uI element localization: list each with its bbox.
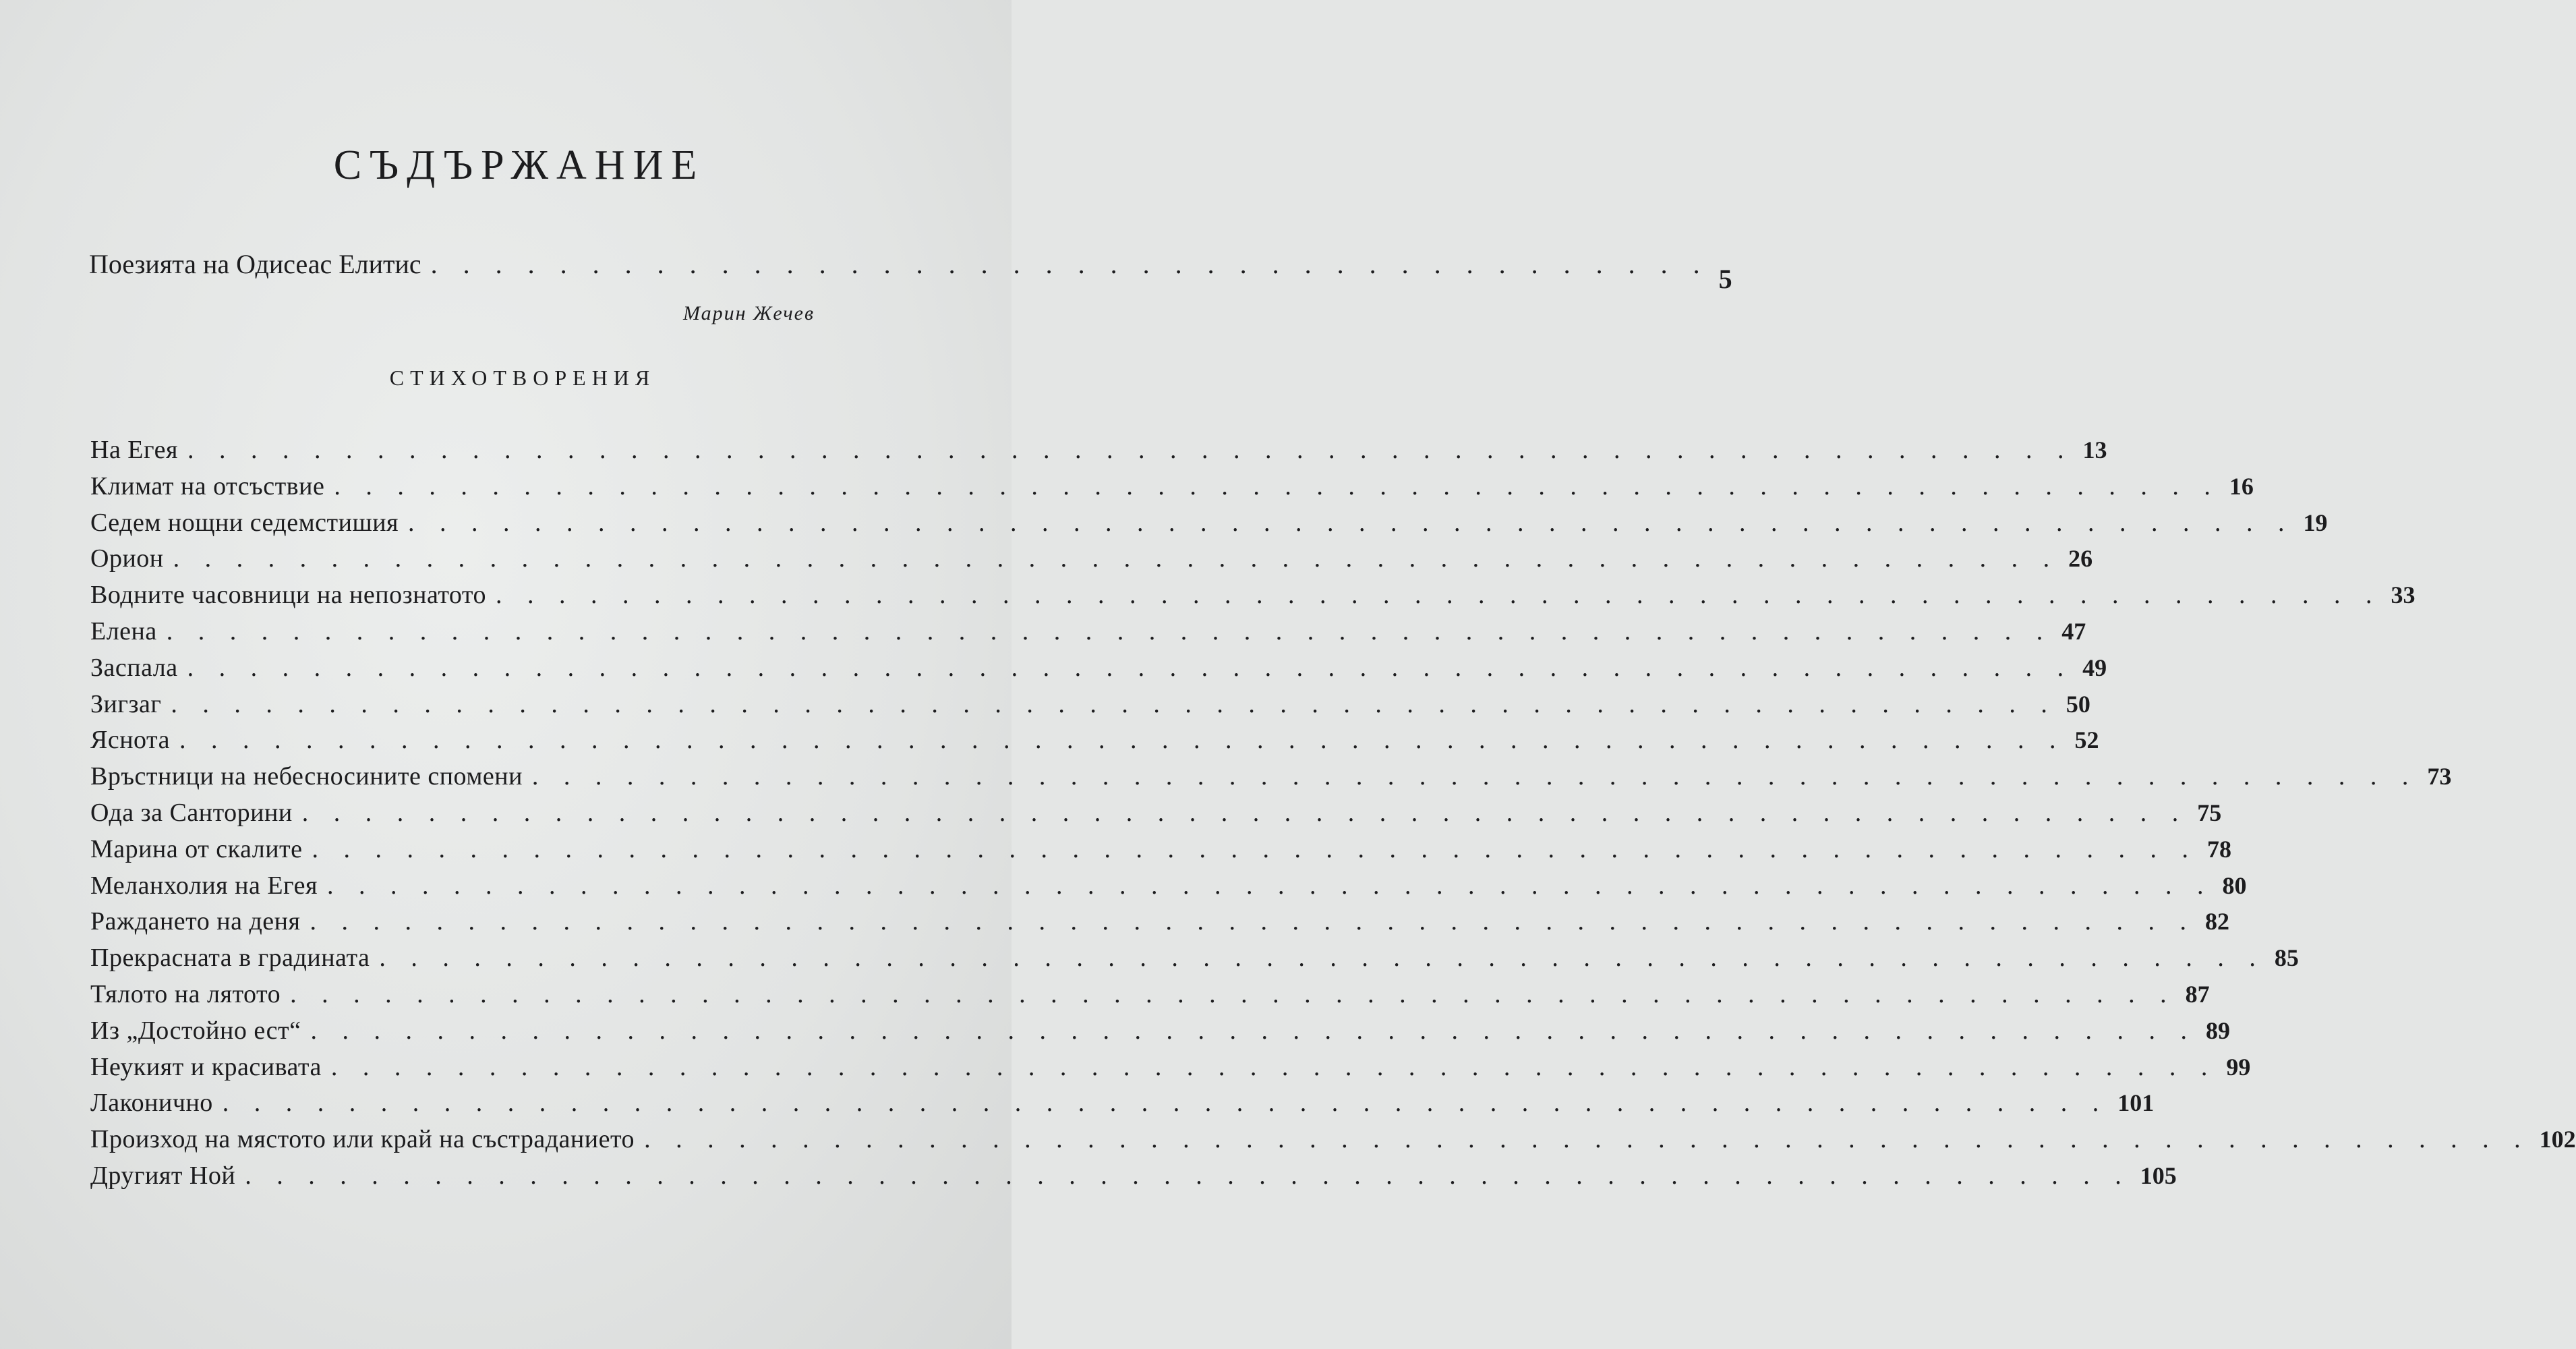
toc-entry xyxy=(90,762,2452,798)
toc-entry-title: Елена xyxy=(90,616,157,645)
introduction-author: Марин Жечев xyxy=(683,302,815,324)
toc-entry-title: Връстници на небесносините спомени xyxy=(90,762,523,791)
toc-entry-page: 5 xyxy=(1718,264,1732,294)
toc-entry-page: 80 xyxy=(2222,871,2247,899)
toc-entry xyxy=(90,1052,2251,1089)
toc-entry xyxy=(90,871,2247,907)
toc-entry xyxy=(90,653,2107,689)
toc-entry-title: Седем нощни седемстишия xyxy=(90,508,399,537)
toc-entry-page: 99 xyxy=(2226,1053,2251,1081)
toc-entry xyxy=(90,725,2099,762)
toc-entry-page: 87 xyxy=(2185,980,2210,1008)
toc-entry-title: Произход на мястото или край на състраданието xyxy=(90,1125,635,1154)
toc-entry-title: Прекрасната в градината xyxy=(90,944,370,973)
toc-entry-page: 75 xyxy=(2197,799,2222,826)
toc-entry xyxy=(90,907,2229,943)
dot-leader: . . . . . . . . . . . . . . . . . . . . . . . . . . . . . . . . . . . . . . . . . . . . . . . . . . . . . . . . . . . . xyxy=(330,1052,2217,1081)
dot-leader: . . . . . . . . . . . . . . . . . . . . . . . . . . . . . . . . . . . . . . . . . . . . . . . . . . . . . . . . . . . . xyxy=(312,834,2198,863)
dot-leader: . . . . . . . . . . . . . . . . . . . . . . . . . . . . . . . . . . . . . . . . . . . . . . . . . . . . . . . . . . . . xyxy=(327,871,2213,900)
toc-entry-introduction xyxy=(89,248,1732,294)
toc-entry-page: 33 xyxy=(2391,581,2416,609)
toc-entry-title: Водните часовници на непознатото xyxy=(90,581,487,610)
toc-entry xyxy=(90,616,2086,653)
section-title: СТИХОТВОРЕНИЯ xyxy=(389,366,656,390)
toc-entry-title: Меланхолия на Егея xyxy=(90,871,318,900)
toc-entry-page: 13 xyxy=(2082,436,2107,463)
toc-entry xyxy=(90,798,2222,834)
dot-leader: . . . . . . . . . . . . . . . . . . . . . . . . . . . . . . . . . . . . . . . . . . . . . . . . . . . . . . . . . . . . xyxy=(179,726,2066,755)
toc-entry-page: 101 xyxy=(2117,1089,2155,1117)
toc-entry xyxy=(90,1016,2230,1052)
toc-entry-page: 47 xyxy=(2061,617,2086,645)
toc-entry-title: Лаконично xyxy=(90,1089,213,1118)
toc-entry xyxy=(90,943,2299,979)
toc-entry-title: Ода за Санторини xyxy=(90,798,293,827)
toc-entry-page: 16 xyxy=(2229,472,2254,500)
toc-entry xyxy=(90,508,2328,544)
toc-entry-title: На Егея xyxy=(90,436,178,464)
toc-entry-page: 52 xyxy=(2074,726,2099,754)
toc-entry-page: 49 xyxy=(2082,654,2107,681)
toc-list xyxy=(90,435,2576,1197)
toc-entry-title: Раждането на деня xyxy=(90,907,301,936)
dot-leader: . . . . . . . . . . . . . . . . . . . . . . . . . . . . . . . . . . . . . . . . . . . . . . . . . . . . . . . . . . . . xyxy=(187,653,2074,682)
dot-leader: . . . . . . . . . . . . . . . . . . . . . . . . . . . . . . . . . . . . . . . . . . . . . . . . . . . . . . . . . . . . xyxy=(408,508,2294,537)
toc-entry-title: Зигзаг xyxy=(90,689,162,718)
toc-entry-page: 85 xyxy=(2274,944,2299,972)
dot-leader: . . . . . . . . . . . . . . . . . . . . . . . . . . . . . . . . . . . . . . . . . . . . . . . . . . . . . . . . . . . . xyxy=(310,907,2196,936)
toc-entry-page: 102 xyxy=(2539,1126,2576,1153)
dot-leader: . . . . . . . . . . . . . . . . . . . . . . . . . . . . . . . . . . . . . . . . . . . . . . . . . . . . . . . . . . . . xyxy=(290,979,2176,1008)
dot-leader: . . . . . . . . . . . . . . . . . . . . . . . . . . . . . . . . . . . . . . . . . . . . . . . . . . . . . . . . . . . . xyxy=(173,544,2059,573)
dot-leader: . . . . . . . . . . . . . . . . . . . . . . . . . . . . . . . . . . . . . . . . . . . . . . . . . . . . . . . . . . . . xyxy=(310,1016,2196,1045)
toc-entry-page: 105 xyxy=(2140,1161,2177,1189)
toc-entry xyxy=(90,689,2090,726)
toc-entry-title: Климат на отсъствие xyxy=(90,471,325,500)
toc-entry-page: 19 xyxy=(2303,509,2328,536)
toc-entry xyxy=(90,544,2093,580)
dot-leader: . . . . . . . . . . . . . . . . . . . . . . . . . . . . . . . . . . . . . . . . . . . . . . . . . . . . . . . . . . . . xyxy=(301,798,2188,827)
dot-leader: . . . . . . . . . . . . . . . . . . . . . . . . . . . . . . . . . . . . . . . . . . . . . . . . . . . . . . . . . . . . xyxy=(379,944,2265,973)
toc-entry-page: 26 xyxy=(2068,545,2093,573)
toc-entry-page: 73 xyxy=(2427,763,2452,791)
dot-leader: . . . . . . . . . . . . . . . . . . . . . . . . . . . . . . . . . . . . . . . . . . . . . . . . . . . . . . . . . . . . xyxy=(222,1089,2109,1118)
toc-entry-title: Яснота xyxy=(90,726,170,755)
dot-leader: . . . . . . . . . . . . . . . . . . . . . . . . . . . . . . . . . . . . . . . . . . . . . . . . . . . . . . . . . . . . xyxy=(187,436,2074,464)
toc-entry-title: Орион xyxy=(90,544,164,573)
toc-entry-page: 50 xyxy=(2066,690,2090,718)
toc-entry xyxy=(90,435,2107,471)
dot-leader: . . . . . . . . . . . . . . . . . . . . . . . . . . . . . . . . . . . . . . . . . . . . . . . . . . . . . . . . . . . . xyxy=(166,616,2053,645)
dot-leader: . . . . . . . . . . . . . . . . . . . . . . . . . . . . . . . . . . . . . . . . . . . . . . . . . . . . . . . . . . . . xyxy=(531,762,2418,791)
toc-entry xyxy=(90,1161,2177,1197)
dot-leader: . . . . . . . . . . . . . . . . . . . . . . . . . . . . . . . . . . . . . . . . . . . . . . . . . . . . . . . . . . . . xyxy=(496,581,2382,610)
dot-leader: . . . . . . . . . . . . . . . . . . . . . . . . . . . . . . . . . . . . . . . . xyxy=(430,249,1709,279)
dot-leader: . . . . . . . . . . . . . . . . . . . . . . . . . . . . . . . . . . . . . . . . . . . . . . . . . . . . . . . . . . . . xyxy=(644,1125,2530,1154)
toc-entry-title: Тялото на лятото xyxy=(90,979,281,1008)
toc-entry-title: Поезията на Одисеас Елитис xyxy=(89,249,421,279)
toc-entry xyxy=(90,580,2416,616)
toc-entry-title: Другият Ной xyxy=(90,1161,236,1190)
toc-entry-page: 82 xyxy=(2204,908,2229,936)
toc-entry-page: 89 xyxy=(2205,1016,2230,1044)
dot-leader: . . . . . . . . . . . . . . . . . . . . . . . . . . . . . . . . . . . . . . . . . . . . . . . . . . . . . . . . . . . . xyxy=(245,1161,2131,1190)
toc-entry-title: Марина от скалите xyxy=(90,834,303,863)
toc-entry xyxy=(90,834,2232,871)
toc-entry-page: 78 xyxy=(2207,835,2232,863)
toc-entry xyxy=(90,1088,2155,1124)
toc-entry xyxy=(90,471,2254,508)
toc-entry xyxy=(90,979,2210,1016)
toc-entry xyxy=(90,1124,2576,1161)
toc-entry-title: Неукият и красивата xyxy=(90,1052,322,1081)
page-title: СЪДЪРЖАНИЕ xyxy=(333,142,705,188)
toc-entry-title: Из „Достойно ест“ xyxy=(90,1016,301,1045)
dot-leader: . . . . . . . . . . . . . . . . . . . . . . . . . . . . . . . . . . . . . . . . . . . . . . . . . . . . . . . . . . . . xyxy=(171,689,2057,718)
dot-leader: . . . . . . . . . . . . . . . . . . . . . . . . . . . . . . . . . . . . . . . . . . . . . . . . . . . . . . . . . . . . xyxy=(334,471,2220,500)
toc-entry-title: Заспала xyxy=(90,653,178,682)
